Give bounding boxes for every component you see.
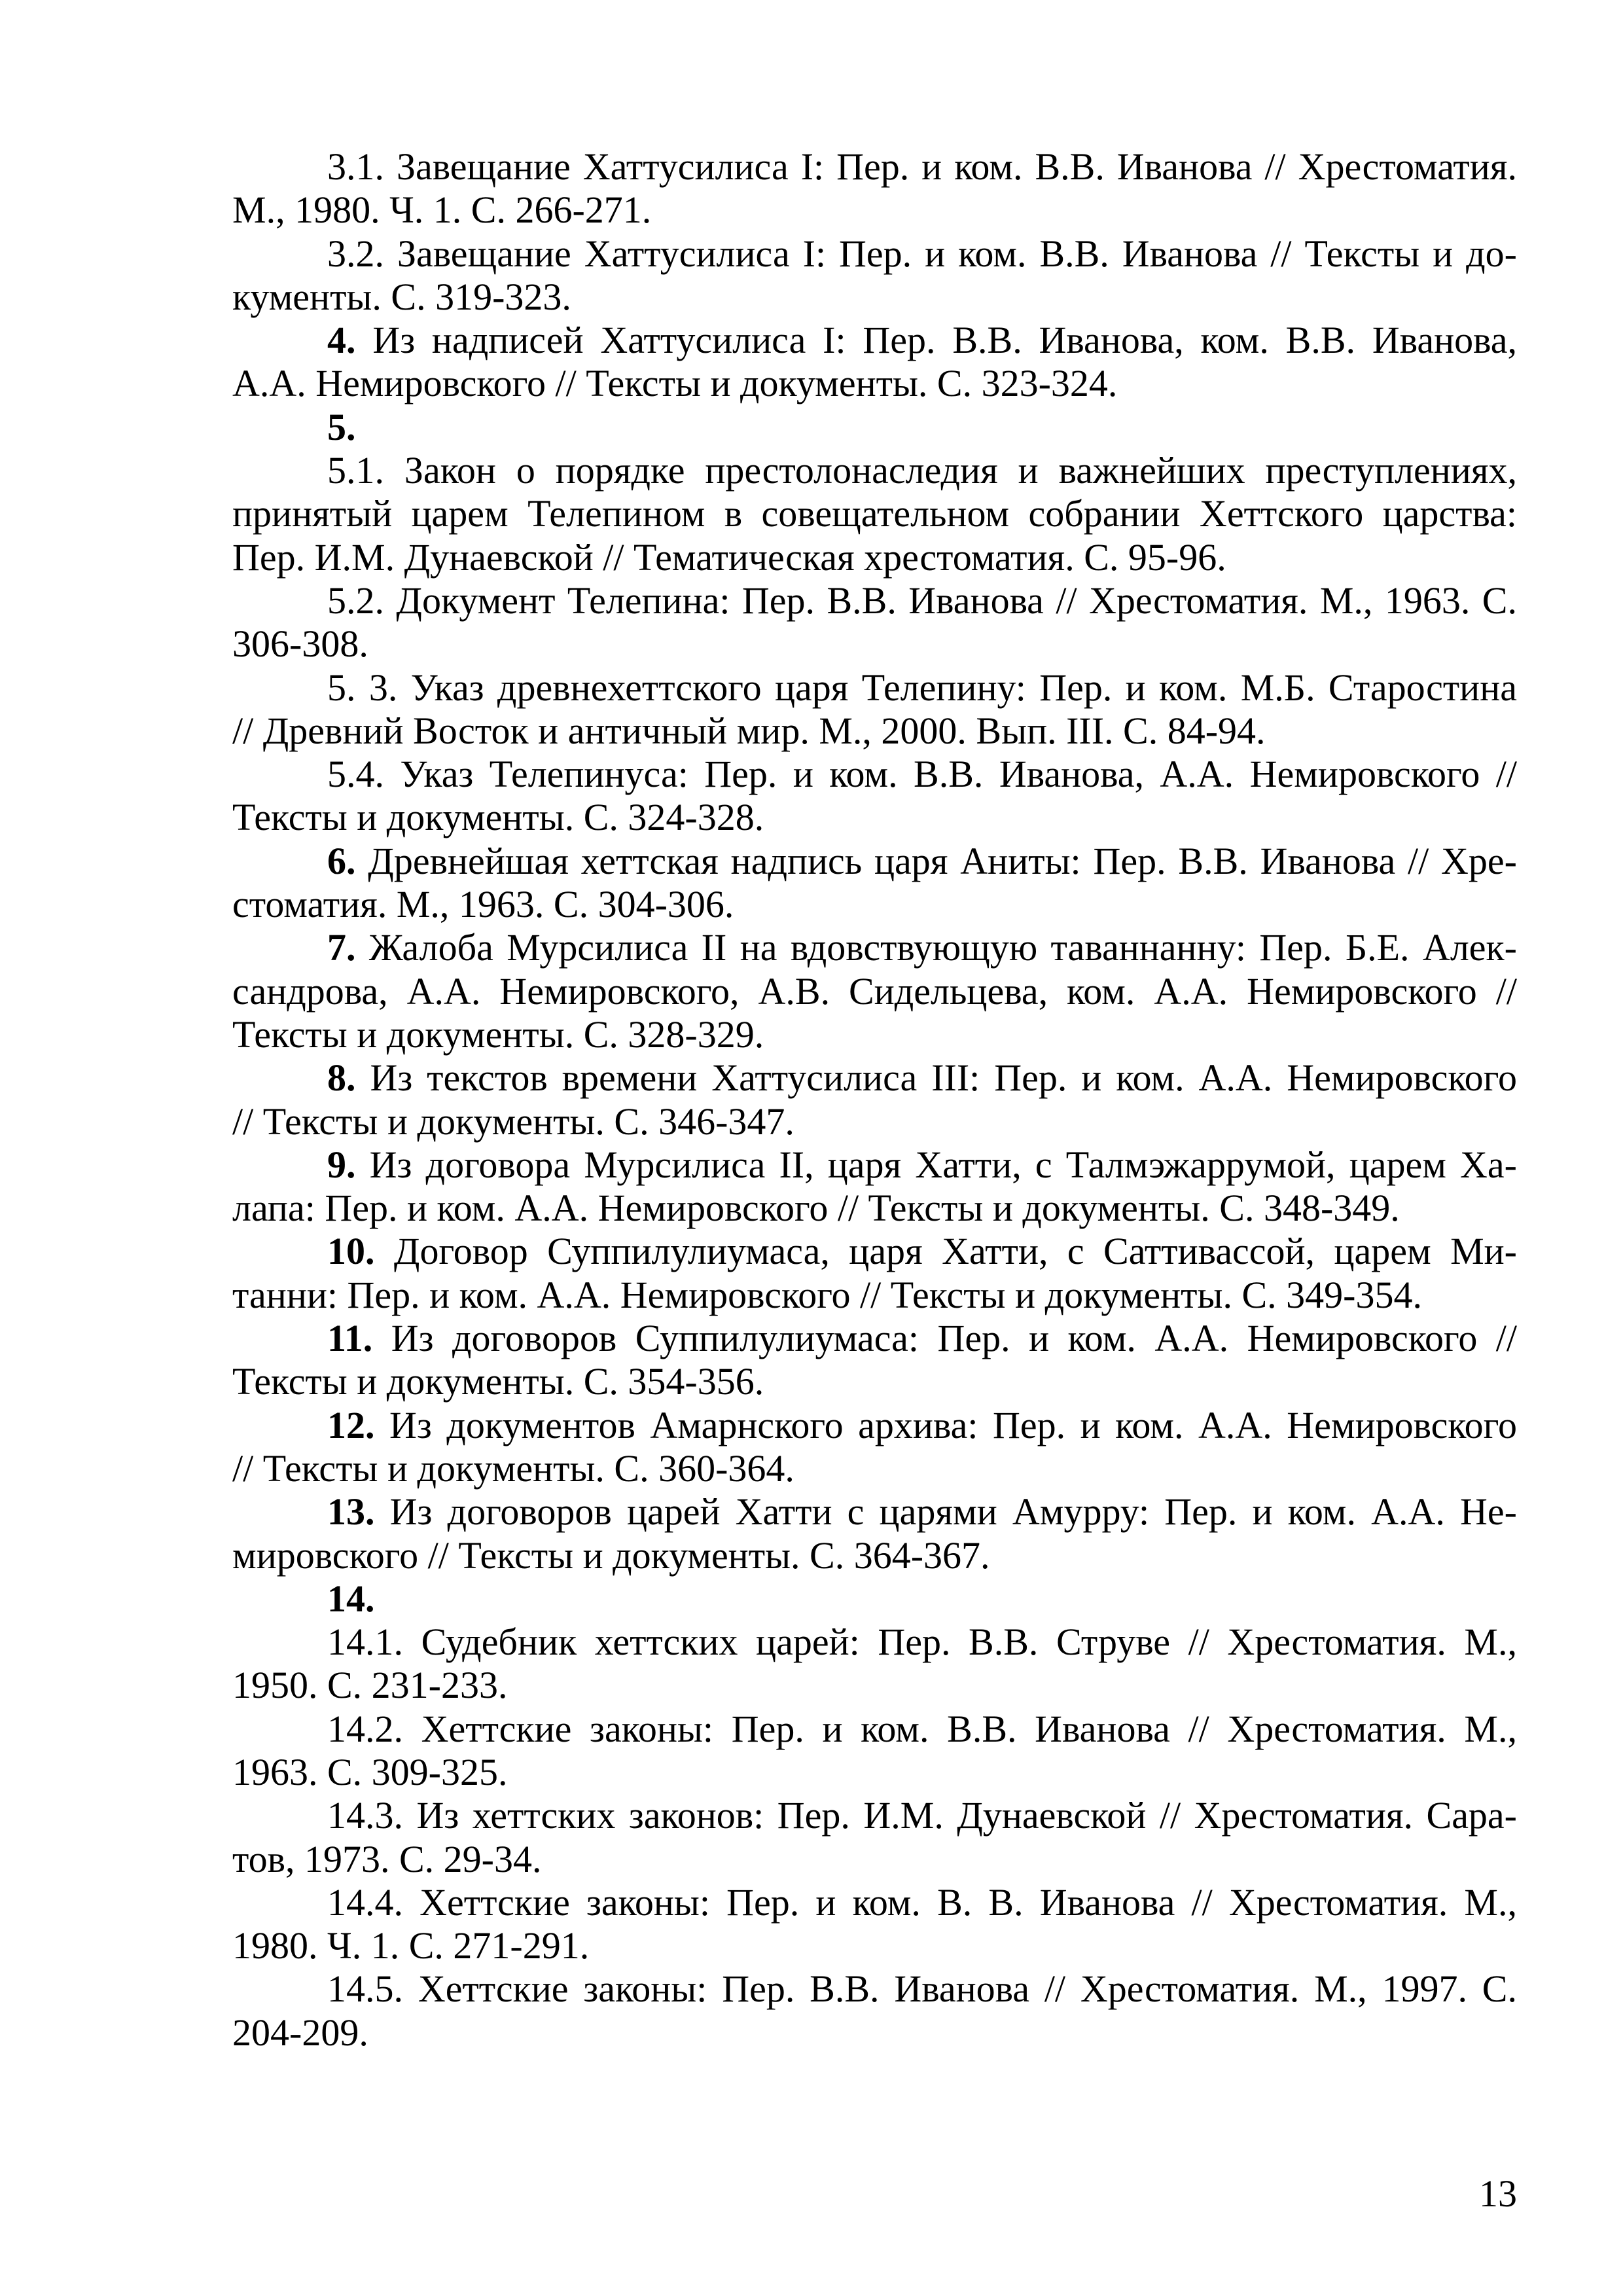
bibliography-entry [232, 666, 1517, 753]
entry-line: 1963. С. 309-325. [232, 1750, 508, 1793]
entry-line: М., 1980. Ч. 1. С. 266-271. [232, 188, 652, 232]
bibliography-entry [232, 579, 1517, 666]
bibliography-entry [232, 145, 1517, 232]
entry-number: 11. [327, 1317, 373, 1360]
entry-line: 5.2. Документ Телепина: Пер. В.В. Иванова // Хрестоматия. М., 1963. С. [327, 579, 1517, 622]
entry-line: сандрова, А.А. Немировского, А.В. Сидельцева, ком. А.А. Немировского // [232, 969, 1517, 1013]
bibliography-entry [232, 1708, 1517, 1795]
bibliography-entry [232, 1794, 1517, 1881]
entry-number: 5. [327, 405, 356, 448]
entry-line: 7. Жалоба Мурсилиса II на вдовствующую таваннанну: Пер. Б.Е. Алек- [327, 926, 1517, 969]
entry-line: 14.5. Хеттские законы: Пер. В.В. Иванова // Хрестоматия. М., 1997. С. [327, 1967, 1517, 2011]
bibliography-entry [232, 1317, 1517, 1404]
entry-line: 5.1. Закон о порядке престолонаследия и важнейших преступлениях, [327, 449, 1517, 492]
entry-line: 5.4. Указ Телепинуса: Пер. и ком. В.В. Иванова, А.А. Немировского // [327, 753, 1517, 796]
bibliography-entry [232, 840, 1517, 927]
entry-line: 9. Из договора Мурсилиса II, царя Хатти, с Талмэжаррумой, царем Ха- [327, 1143, 1517, 1186]
bibliography-entry [232, 926, 1517, 1056]
entry-line: 1950. С. 231-233. [232, 1664, 508, 1707]
entry-number: 12. [327, 1403, 375, 1446]
entry-number: 4. [327, 319, 356, 362]
bibliography-entry [232, 1577, 1517, 1621]
bibliography-entry [232, 406, 1517, 449]
bibliography-entry [232, 1967, 1517, 2054]
entry-line: // Тексты и документы. С. 346-347. [232, 1100, 794, 1143]
entry-line: 306-308. [232, 622, 368, 666]
entry-number: 13. [327, 1490, 375, 1534]
entry-line: 6. Древнейшая хеттская надпись царя Аниты: Пер. В.В. Иванова // Хре- [327, 839, 1517, 882]
entry-line: 11. Из договоров Суппилулиумаса: Пер. и ком. А.А. Немировского // [327, 1317, 1517, 1360]
entry-line: // Тексты и документы. С. 360-364. [232, 1446, 794, 1490]
bibliography-entry [232, 232, 1517, 319]
bibliography-list [232, 145, 1517, 2054]
entry-line: лапа: Пер. и ком. А.А. Немировского // Тексты и документы. С. 348-349. [232, 1187, 1400, 1230]
bibliography-entry [232, 1404, 1517, 1491]
entry-line: танни: Пер. и ком. А.А. Немировского // Тексты и документы. С. 349-354. [232, 1273, 1422, 1316]
entry-line: 13. Из договоров царей Хатти с царями Амурру: Пер. и ком. А.А. Не- [327, 1490, 1517, 1534]
entry-line: 8. Из текстов времени Хаттусилиса III: Пер. и ком. А.А. Немировского [327, 1056, 1517, 1100]
bibliography-entry [232, 753, 1517, 840]
entry-number: 8. [327, 1056, 356, 1100]
bibliography-entry [232, 449, 1517, 579]
bibliography-entry [232, 1056, 1517, 1143]
entry-line: Тексты и документы. С. 324-328. [232, 796, 764, 839]
entry-line: Тексты и документы. С. 328-329. [232, 1013, 764, 1056]
entry-line: 3.1. Завещание Хаттусилиса I: Пер. и ком. В.В. Иванова // Хрестоматия. [327, 145, 1517, 188]
entry-number: 14. [327, 1577, 375, 1620]
entry-number: 9. [327, 1143, 356, 1186]
entry-line: 3.2. Завещание Хаттусилиса I: Пер. и ком. В.В. Иванова // Тексты и до- [327, 232, 1517, 275]
entry-number: 7. [327, 926, 356, 969]
page-number: 13 [1479, 2172, 1517, 2215]
entry-line: мировского // Тексты и документы. С. 364-367. [232, 1534, 990, 1577]
bibliography-entry [232, 1143, 1517, 1230]
entry-number: 6. [327, 839, 356, 882]
bibliography-entry [232, 1621, 1517, 1708]
entry-line: 12. Из документов Амарнского архива: Пер. и ком. А.А. Немировского [327, 1403, 1517, 1446]
entry-line: 204-209. [232, 2011, 368, 2054]
entry-line: 14.2. Хеттские законы: Пер. и ком. В.В. Иванова // Хрестоматия. М., [327, 1707, 1517, 1750]
entry-line: стоматия. М., 1963. С. 304-306. [232, 883, 734, 926]
entry-line: // Древний Восток и античный мир. М., 2000. Вып. III. С. 84-94. [232, 709, 1266, 752]
entry-number: 10. [327, 1230, 375, 1273]
entry-line: Тексты и документы. С. 354-356. [232, 1360, 764, 1403]
entry-line: тов, 1973. С. 29-34. [232, 1837, 542, 1880]
bibliography-entry [232, 1490, 1517, 1577]
bibliography-entry [232, 1230, 1517, 1317]
entry-line: 14.3. Из хеттских законов: Пер. И.М. Дунаевской // Хрестоматия. Сара- [327, 1794, 1517, 1837]
entry-line: 5. 3. Указ древнехеттского царя Телепину: Пер. и ком. М.Б. Старостина [327, 666, 1517, 709]
entry-line [232, 406, 1517, 449]
entry-line: кументы. С. 319-323. [232, 275, 571, 318]
entry-line: Пер. И.М. Дунаевской // Тематическая хрестоматия. С. 95-96. [232, 535, 1226, 579]
entry-line: 14.1. Судебник хеттских царей: Пер. В.В. Струве // Хрестоматия. М., [327, 1621, 1517, 1664]
bibliography-entry [232, 1881, 1517, 1968]
entry-line: 10. Договор Суппилулиумаса, царя Хатти, с Саттивассой, царем Ми- [327, 1230, 1517, 1273]
entry-line: 4. Из надписей Хаттусилиса I: Пер. В.В. Иванова, ком. В.В. Иванова, [327, 319, 1517, 362]
entry-line: принятый царем Телепином в совещательном собрании Хеттского царства: [232, 492, 1517, 535]
entry-line: А.А. Немировского // Тексты и документы. С. 323-324. [232, 362, 1118, 405]
entry-line [232, 1577, 1517, 1621]
bibliography-entry [232, 319, 1517, 406]
entry-line: 14.4. Хеттские законы: Пер. и ком. В. В. Иванова // Хрестоматия. М., [327, 1880, 1517, 1924]
entry-line: 1980. Ч. 1. С. 271-291. [232, 1924, 590, 1967]
